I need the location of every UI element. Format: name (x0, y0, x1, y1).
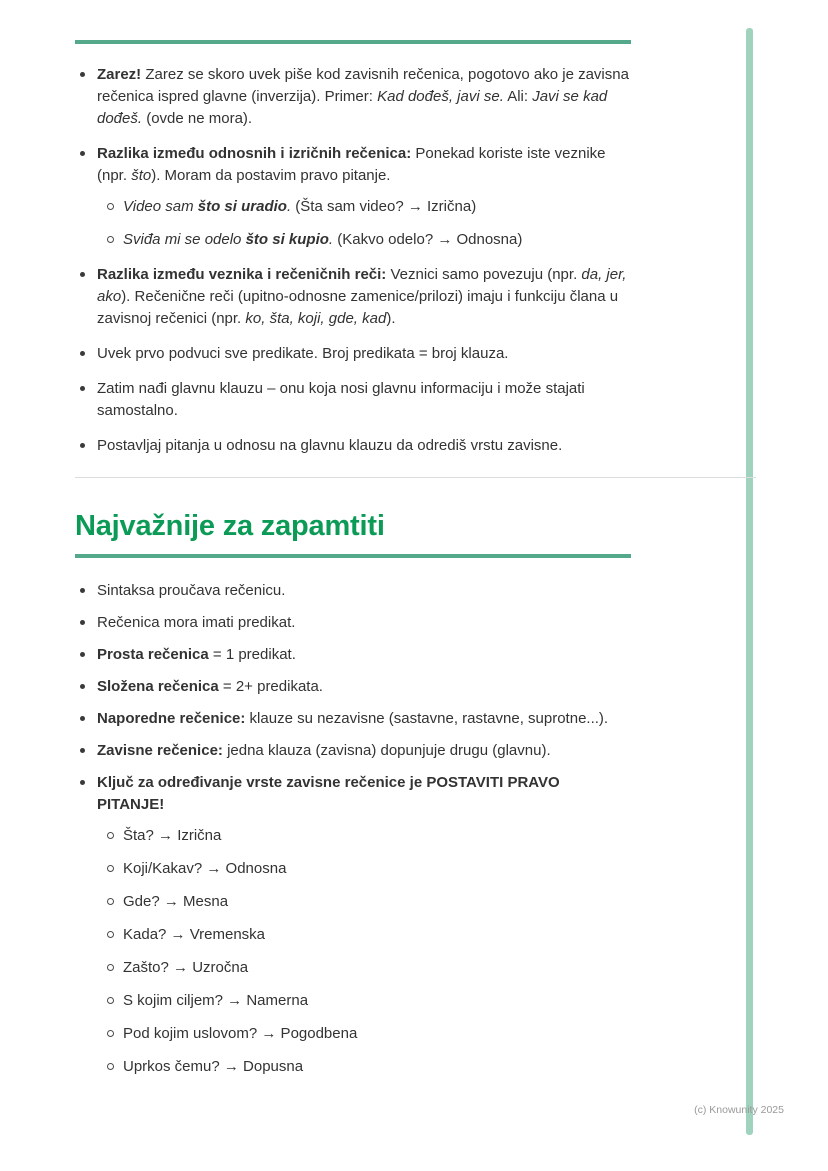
text-run: Ponekad koriste iste veznike (npr. (97, 145, 606, 184)
sub-list-item (103, 891, 631, 913)
list-item (75, 264, 631, 330)
text-run: Zašto? → Uzročna (123, 959, 249, 976)
text-run: Uprkos čemu? → Dopusna (123, 1058, 304, 1075)
text-run: klauze su nezavisne (sastavne, rastavne, suprotne...). (245, 710, 609, 727)
sub-list (103, 825, 631, 1078)
list-item (75, 580, 631, 602)
text-run: Prosta rečenica (97, 646, 209, 663)
copyright-note: (c) Knowunity 2025 (694, 1104, 784, 1116)
text-run: Uvek prvo podvuci sve predikate. Broj predikata = broj klauza. (97, 345, 509, 362)
text-run: Sviđa mi se odelo (123, 231, 246, 248)
list-item (75, 343, 631, 365)
page-content (75, 40, 631, 1089)
text-run: (ovde ne mora). (142, 110, 253, 127)
text-run: Zarez se skoro uvek piše kod zavisnih rečenica, pogotovo ako je zavisna rečenica ispred glavne (inverzija). Primer: (97, 66, 629, 105)
list-item (75, 378, 631, 422)
list-item (75, 435, 631, 457)
text-run: Koji/Kakav? → Odnosna (123, 860, 287, 877)
section-divider (75, 477, 756, 478)
text-run: Naporedne rečenice: (97, 710, 246, 727)
text-run: ko, šta, koji, gde, kad (245, 310, 387, 327)
text-run: Pod kojim uslovom? → Pogodbena (123, 1025, 358, 1042)
sub-list-item (103, 1056, 631, 1078)
text-run: da, jer, ako (97, 266, 627, 305)
text-run: Postavljaj pitanja u odnosu na glavnu klauzu da odrediš vrstu zavisne. (97, 437, 563, 454)
list-item (75, 64, 631, 130)
summary-list (75, 580, 631, 1078)
text-run: (Kakvo odelo? → Odnosna) (333, 231, 523, 248)
list-item (75, 708, 631, 730)
list-item (75, 612, 631, 634)
text-run: ). Moram da postavim pravo pitanje. (151, 167, 391, 184)
sub-list-item (103, 825, 631, 847)
list-item (75, 644, 631, 666)
sub-list-item (103, 196, 631, 218)
sub-list-item (103, 1023, 631, 1045)
text-run: Šta? → Izrična (123, 827, 222, 844)
sub-list-item (103, 229, 631, 251)
text-run: Kad dođeš, javi se. (377, 88, 504, 105)
text-run: S kojim ciljem? → Namerna (123, 992, 309, 1009)
text-run: Razlika između odnosnih i izričnih rečenica: (97, 145, 412, 162)
text-run: što (131, 167, 152, 184)
list-item (75, 676, 631, 698)
text-run: (Šta sam video? → Izrična) (291, 198, 477, 215)
text-run: Gde? → Mesna (123, 893, 229, 910)
text-run: ). Rečenične reči (upitno-odnosne zamenice/prilozi) imaju i funkciju člana u zavisnoj rečenici (npr. (97, 288, 619, 327)
text-run: Rečenica mora imati predikat. (97, 614, 296, 631)
sub-list (103, 196, 631, 251)
sub-list-item (103, 924, 631, 946)
text-run: Ali: (503, 88, 533, 105)
text-run: Zarez! (97, 66, 142, 83)
text-run: ). (386, 310, 396, 327)
text-run: Sintaksa proučava rečenicu. (97, 582, 286, 599)
text-run: Veznici samo povezuju (npr. (386, 266, 582, 283)
text-run: što si uradio (197, 198, 287, 215)
text-run: jedna klauza (zavisna) dopunjuje drugu (glavnu). (222, 742, 551, 759)
sub-list-item (103, 858, 631, 880)
text-run: Video sam (123, 198, 198, 215)
text-run: Ključ za određivanje vrste zavisne rečenice je POSTAVITI PRAVO PITANJE! (97, 774, 560, 813)
text-run: Kada? → Vremenska (123, 926, 266, 943)
text-run: = 2+ predikata. (218, 678, 323, 695)
top-accent-rule (75, 40, 631, 44)
text-run: Zatim nađi glavnu klauzu – onu koja nosi glavnu informaciju i može stajati samostalno. (97, 380, 585, 419)
text-run: što si kupio (245, 231, 329, 248)
text-run: Zavisne rečenice: (97, 742, 223, 759)
text-run: Razlika između veznika i rečeničnih reči: (97, 266, 387, 283)
tips-list (75, 64, 631, 457)
text-run: . (286, 198, 292, 215)
right-accent-bar (746, 28, 753, 1135)
text-run: Javi se kad dođeš. (97, 88, 608, 127)
text-run: . (328, 231, 334, 248)
heading-accent-rule (75, 554, 631, 558)
section-heading: Najvažnije za zapamtiti (75, 510, 385, 542)
list-item (75, 740, 631, 762)
list-item (75, 143, 631, 251)
list-item (75, 772, 631, 1078)
sub-list-item (103, 990, 631, 1012)
text-run: Složena rečenica (97, 678, 219, 695)
sub-list-item (103, 957, 631, 979)
text-run: = 1 predikat. (208, 646, 296, 663)
